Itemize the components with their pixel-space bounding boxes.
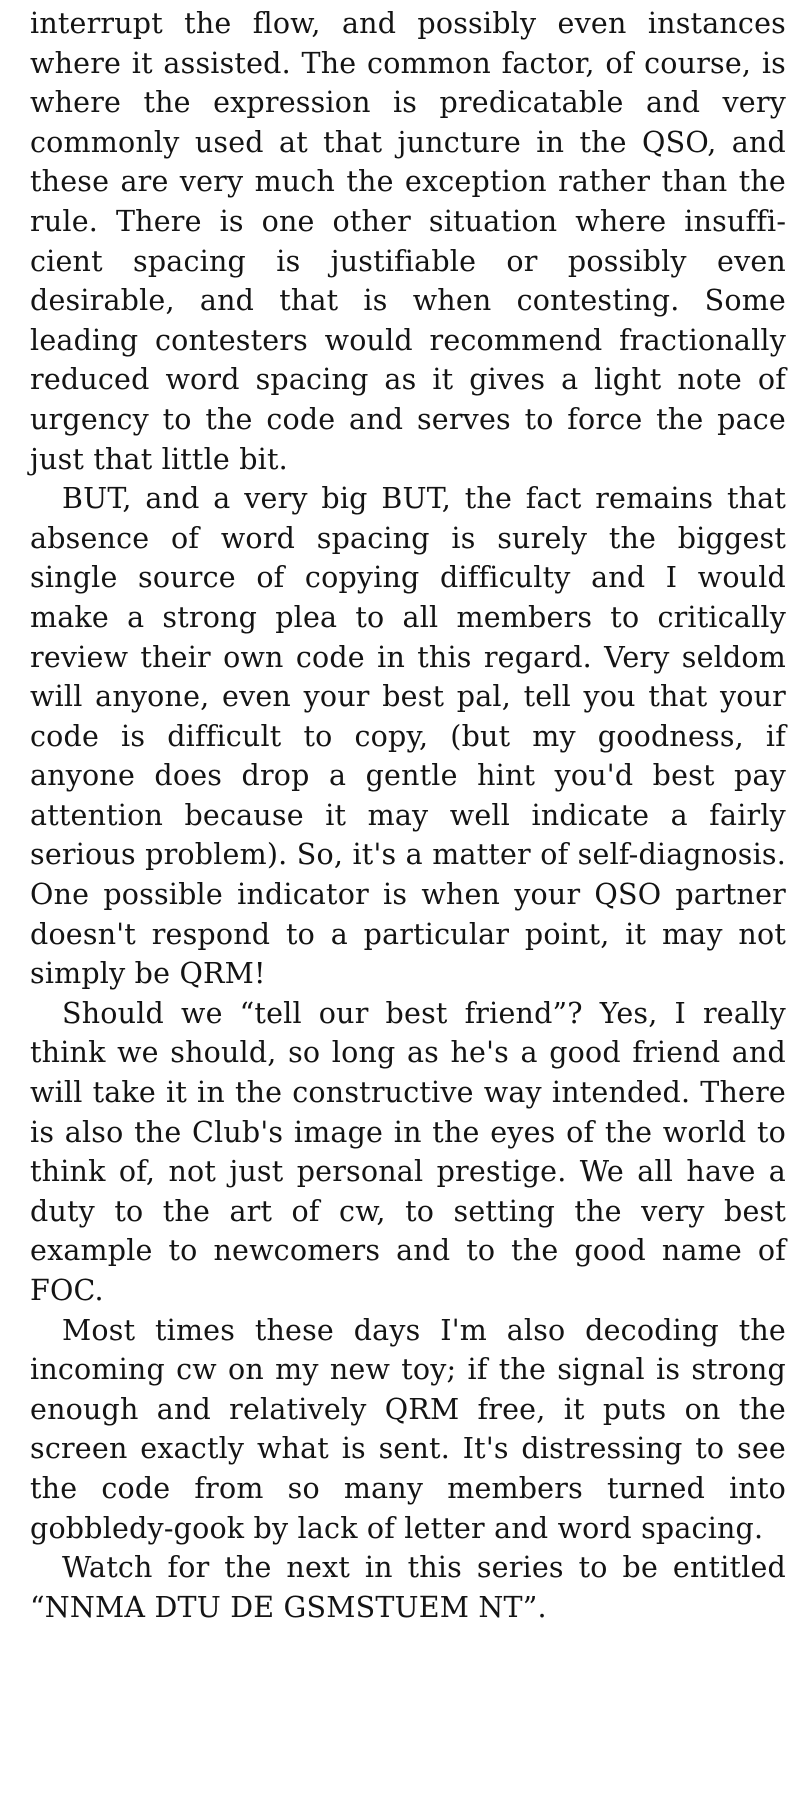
paragraph-word-spacing: BUT, and a very big BUT, the fact remains that absence of word spacing is surely the biggest single source of copying difficulty and I would make a strong plea to all members to critically review their own code in this regard. Very seldom will anyone, even your best pal, tell you that your code is difficult to copy, (but my goodness, if anyone does drop a gentle hint you'd best pay attention because it may well indicate a fairly serious problem). So, it's a matter of self-diagnosis. One possible indicator is when your QSO partner doesn't respond to a particular point, it may not simply be QRM! bbox=[30, 482, 786, 991]
paragraph-next-series: Watch for the next in this series to be entitled “NNMA DTU DE GSMSTUEM NT”. bbox=[30, 1551, 786, 1624]
paragraph-decoding: Most times these days I'm also decoding the incoming cw on my new toy; if the signal is strong enough and relatively QRM free, it puts on the screen exactly what is sent. It's distressing to see the code from so many members turned into gobbledy-gook by lack of letter and word spacing. bbox=[30, 1313, 786, 1545]
paragraph-best-friend: Should we “tell our best friend”? Yes, I really think we should, so long as he's a good friend and will take it in the constructive way intended. There is also the Club's image in the eyes of the world to think of, not just personal prestige. We all have a duty to the art of cw, to setting the very best example to newcomers and to the good name of FOC. bbox=[30, 996, 786, 1307]
paragraph-continued: interrupt the flow, and possibly even instances where it assisted. The common factor, of course, is where the expression is predicatable and very commonly used at that juncture in the QSO, and these are very much the exception rather than the rule. There is one other situation where insufficient spacing is justifiable or possibly even desirable, and that is when contesting. Some leading contesters would recommend fractionally reduced word spacing as it gives a light note of urgency to the code and serves to force the pace just that little bit. bbox=[30, 7, 786, 476]
article-column bbox=[30, 4, 786, 1627]
